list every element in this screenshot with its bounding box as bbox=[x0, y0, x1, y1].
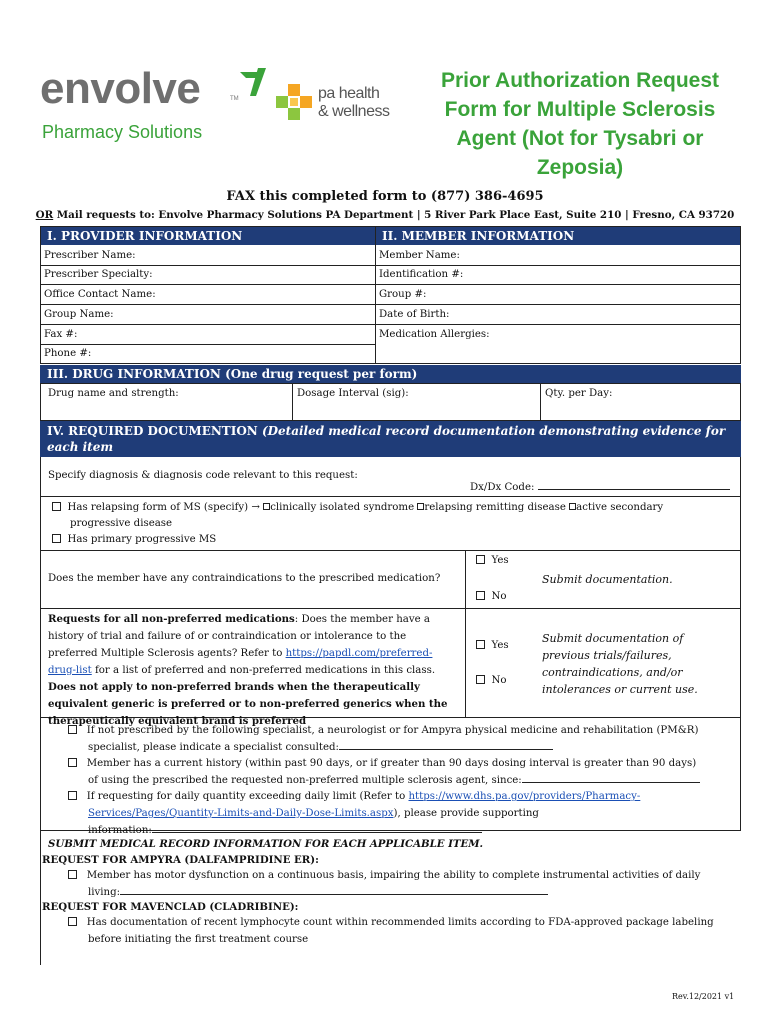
pa-health-line2: & wellness bbox=[318, 103, 390, 120]
nonpreferred-heading: Requests for all non-preferred medications bbox=[48, 613, 295, 625]
nonpreferred-exception-2: equivalent generic is preferred or to non-preferred generics when the bbox=[48, 698, 448, 710]
nonpreferred-exception-1: Does not apply to non-preferred brands when the therapeutically bbox=[48, 681, 420, 693]
nonpref-yes-option bbox=[476, 640, 509, 651]
nonpreferred-text-3: preferred Multiple Sclerosis agents? Refer to bbox=[48, 648, 286, 659]
form-title-line: Agent (Not for Tysabri or bbox=[456, 127, 704, 150]
qty-per-day-field[interactable]: Qty. per Day: bbox=[545, 388, 613, 399]
nonpref-no-label: No bbox=[491, 675, 507, 686]
history-text-2: of using the prescribed the requested non-preferred multiple sclerosis agent, since: bbox=[88, 775, 522, 786]
documentation-title-note-2: must be submitted with prior authorization request) bbox=[47, 456, 401, 470]
fax-field[interactable]: Fax #: bbox=[44, 329, 78, 340]
column-divider bbox=[292, 383, 293, 421]
relapsing-ms-label-cont: progressive disease bbox=[70, 518, 173, 529]
ampyra-checkbox[interactable] bbox=[68, 870, 77, 879]
contra-no-label: No bbox=[491, 591, 507, 602]
contraindication-question: Does the member have any contraindications to the prescribed medication? bbox=[48, 573, 441, 584]
rrd-label: relapsing remitting disease bbox=[424, 502, 566, 513]
mail-instruction bbox=[0, 209, 770, 221]
form-title-line: Prior Authorization Request bbox=[440, 69, 720, 92]
mavenclad-checkbox[interactable] bbox=[68, 917, 77, 926]
diagnosis-label: Specify diagnosis & diagnosis code relevant to this request: bbox=[48, 470, 358, 481]
left-border bbox=[40, 457, 41, 965]
envolve-subtitle: Pharmacy Solutions bbox=[42, 122, 203, 142]
column-divider bbox=[375, 227, 376, 363]
quantity-text-3: information: bbox=[88, 825, 152, 836]
dosage-interval-field[interactable]: Dosage Interval (sig): bbox=[297, 388, 409, 399]
contra-yes-checkbox[interactable] bbox=[476, 555, 485, 564]
history-since-blank[interactable] bbox=[522, 773, 700, 783]
quantity-checkbox[interactable] bbox=[68, 791, 77, 800]
revision-label: Rev.12/2021 v1 bbox=[672, 992, 735, 1001]
form-title-line: Zeposia) bbox=[536, 156, 624, 179]
envolve-check-icon bbox=[236, 66, 270, 106]
quantity-text-2: ), please provide supporting bbox=[393, 808, 539, 819]
history-text-1: Member has a current history (within past 90 days, or if greater than 90 days dosing interval is greater than 90 days) bbox=[86, 758, 697, 769]
identification-field[interactable]: Identification #: bbox=[379, 269, 464, 280]
right-border bbox=[740, 457, 741, 830]
quantity-item bbox=[68, 788, 738, 839]
relapsing-ms-row bbox=[52, 502, 663, 513]
medication-allergies-field[interactable]: Medication Allergies: bbox=[379, 329, 490, 340]
specialist-item bbox=[68, 722, 738, 756]
nonpref-yes-label: Yes bbox=[491, 640, 509, 651]
prescriber-name-field[interactable]: Prescriber Name: bbox=[44, 250, 136, 261]
contra-no-checkbox[interactable] bbox=[476, 591, 485, 600]
papdl-link-cont[interactable]: drug-list bbox=[48, 665, 92, 676]
group-number-field[interactable]: Group #: bbox=[379, 289, 427, 300]
dx-code-field[interactable] bbox=[470, 480, 730, 493]
primary-ms-checkbox[interactable] bbox=[52, 534, 61, 543]
row-divider bbox=[41, 265, 741, 266]
envolve-logo bbox=[40, 66, 270, 150]
nonpref-submit-line: previous trials/failures, bbox=[542, 649, 672, 662]
date-of-birth-field[interactable]: Date of Birth: bbox=[379, 309, 450, 320]
mavenclad-text-2: before initiating the first treatment course bbox=[88, 934, 309, 945]
member-name-field[interactable]: Member Name: bbox=[379, 250, 460, 261]
envolve-wordmark: envolve bbox=[40, 64, 201, 113]
documentation-title-note: (Detailed medical record documentation demonstrating evidence for each item bbox=[47, 424, 726, 454]
submit-each-note: SUBMIT MEDICAL RECORD INFORMATION FOR EACH APPLICABLE ITEM. bbox=[48, 838, 484, 850]
row-divider bbox=[41, 304, 741, 305]
nonpreferred-text-4: for a list of preferred and non-preferred medications in this class. bbox=[91, 665, 436, 676]
documentation-section-header bbox=[40, 421, 741, 470]
contra-no-option bbox=[476, 591, 507, 602]
row-divider bbox=[40, 496, 741, 497]
row-divider bbox=[40, 550, 741, 551]
pa-health-mark-icon bbox=[276, 84, 312, 120]
nonpref-no-checkbox[interactable] bbox=[476, 675, 485, 684]
ampyra-text-1: Member has motor dysfunction on a continuous basis, impairing the ability to complete instrumental activities of daily bbox=[86, 870, 701, 881]
mavenclad-item bbox=[68, 914, 738, 948]
column-divider bbox=[540, 383, 541, 421]
office-contact-field[interactable]: Office Contact Name: bbox=[44, 289, 156, 300]
nonpref-no-option bbox=[476, 675, 507, 686]
row-divider bbox=[41, 344, 375, 345]
nonpref-submit-line: intolerances or current use. bbox=[542, 683, 698, 696]
pa-health-text bbox=[318, 85, 389, 121]
mavenclad-text-1: Has documentation of recent lymphocyte count within recommended limits according to FDA-approved package labeling bbox=[86, 917, 714, 928]
nonpreferred-text-2: history of trial and failure of or contraindication or intolerance to the bbox=[48, 631, 407, 642]
ampyra-heading: REQUEST FOR AMPYRA (DALFAMPRIDINE ER): bbox=[42, 854, 319, 866]
active-secondary-label: active secondary bbox=[576, 502, 664, 513]
quantity-text-1: If requesting for daily quantity exceeding daily limit (Refer to bbox=[86, 791, 409, 802]
member-section-header: II. MEMBER INFORMATION bbox=[376, 227, 740, 245]
row-divider bbox=[40, 608, 741, 609]
contra-submit-note: Submit documentation. bbox=[542, 573, 673, 586]
specialist-text-1: If not prescribed by the following specialist, a neurologist or for Ampyra physical medicine and rehabilitation (PM&R) bbox=[86, 725, 699, 736]
nonpref-submit-line: contraindications, and/or bbox=[542, 666, 683, 679]
mavenclad-heading: REQUEST FOR MAVENCLAD (CLADRIBINE): bbox=[42, 901, 299, 913]
quantity-info-blank[interactable] bbox=[152, 823, 482, 833]
documentation-title: IV. REQUIRED DOCUMENTION bbox=[47, 424, 262, 438]
specialist-checkbox[interactable] bbox=[68, 725, 77, 734]
provider-section-header: I. PROVIDER INFORMATION bbox=[41, 227, 375, 245]
nonpref-submit-line: Submit documentation of bbox=[542, 632, 684, 645]
history-checkbox[interactable] bbox=[68, 758, 77, 767]
ampyra-living-blank[interactable] bbox=[120, 885, 548, 895]
nonpreferred-exception-3: therapeutically equivalent brand is preferred bbox=[48, 715, 307, 727]
cis-label: clinically isolated syndrome bbox=[270, 502, 415, 513]
fax-instruction: FAX this completed form to (877) 386-4695 bbox=[226, 189, 544, 204]
dx-code-label: Dx/Dx Code: bbox=[470, 482, 535, 493]
dhs-link[interactable]: https://www.dhs.pa.gov/providers/Pharmacy- bbox=[408, 791, 641, 802]
pa-health-logo bbox=[276, 82, 416, 128]
dx-code-blank[interactable] bbox=[538, 480, 730, 490]
mail-address: Mail requests to: Envolve Pharmacy Solutions PA Department | 5 River Park Place East, Suite 210 | Fresno, CA 93720 bbox=[53, 209, 735, 221]
nonpref-yes-checkbox[interactable] bbox=[476, 640, 485, 649]
contra-yes-option bbox=[476, 555, 509, 566]
prescriber-specialty-field[interactable]: Prescriber Specialty: bbox=[44, 269, 153, 280]
primary-ms-label: Has primary progressive MS bbox=[67, 534, 217, 545]
phone-field[interactable]: Phone #: bbox=[44, 348, 92, 359]
column-divider bbox=[465, 550, 466, 717]
primary-ms-row bbox=[52, 534, 216, 545]
drug-section-header: III. DRUG INFORMATION (One drug request per form) bbox=[40, 365, 741, 383]
mail-or: OR bbox=[35, 209, 54, 221]
relapsing-ms-checkbox[interactable] bbox=[52, 502, 61, 511]
row-divider bbox=[41, 324, 741, 325]
ampyra-item bbox=[68, 867, 738, 901]
pa-health-line1: pa health bbox=[318, 85, 380, 102]
envolve-trademark: TM bbox=[230, 96, 239, 102]
nonpreferred-text-1: : Does the member have a bbox=[294, 614, 430, 625]
group-name-field[interactable]: Group Name: bbox=[44, 309, 114, 320]
specialist-text-2: specialist, please indicate a specialist consulted: bbox=[88, 742, 339, 753]
nonpreferred-question bbox=[48, 611, 463, 730]
drug-name-field[interactable]: Drug name and strength: bbox=[48, 388, 179, 399]
form-title-line: Form for Multiple Sclerosis bbox=[444, 98, 716, 121]
row-divider bbox=[41, 284, 741, 285]
specialist-blank[interactable] bbox=[339, 740, 553, 750]
form-title bbox=[420, 66, 740, 182]
ampyra-text-2: living: bbox=[88, 887, 121, 898]
papdl-link[interactable]: https://papdl.com/preferred- bbox=[285, 648, 433, 659]
relapsing-ms-label: Has relapsing form of MS (specify) → bbox=[67, 502, 260, 513]
history-item bbox=[68, 755, 738, 789]
contra-yes-label: Yes bbox=[491, 555, 509, 566]
dhs-link-cont[interactable]: Services/Pages/Quantity-Limits-and-Daily-Dose-Limits.aspx bbox=[88, 808, 394, 819]
nonpref-submit-note bbox=[542, 630, 737, 698]
